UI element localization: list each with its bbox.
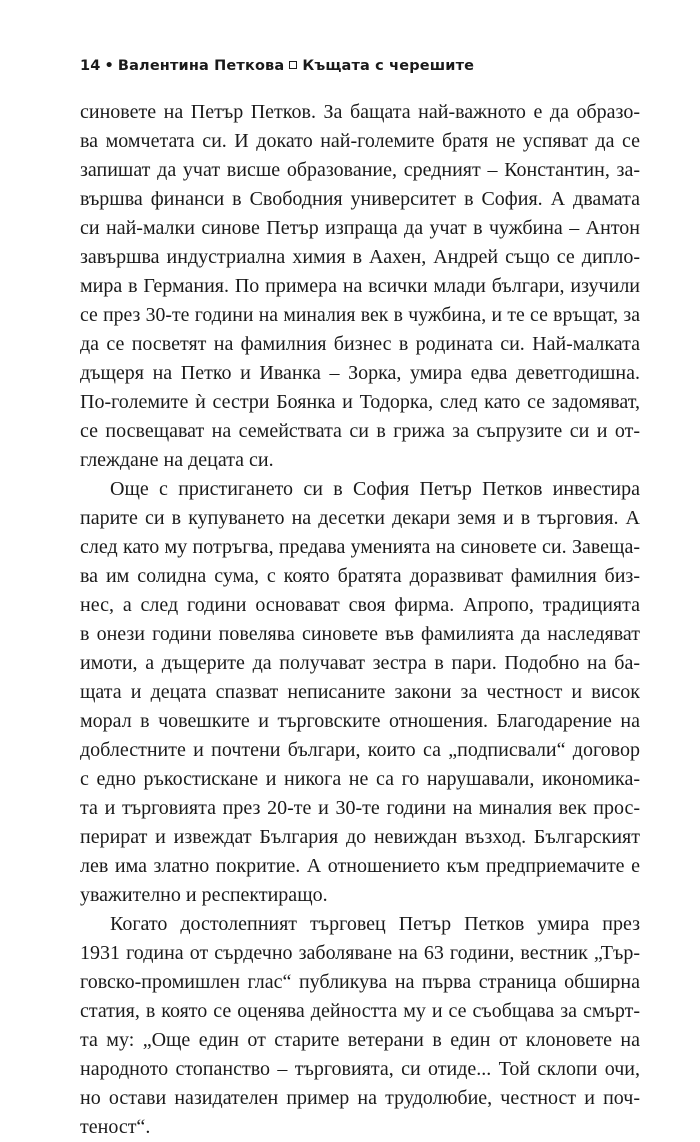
- text-line: с едно ръкостискане и никога не са го нарушавали, икономика-: [80, 768, 640, 790]
- text-line: нес, а след години основават своя фирма. Апропо, традицията: [80, 594, 640, 616]
- author-name: Валентина Петкова: [117, 58, 285, 74]
- text-line: вършва финанси в Свободния университет в София. А двамата: [80, 188, 640, 210]
- header-bullet: •: [104, 58, 114, 74]
- text-line: глеждане на децата си.: [80, 449, 274, 471]
- text-line: имоти, а дъщерите да получават зестра в пари. Подобно на ба-: [80, 652, 640, 674]
- text-line: щата и децата спазват неписаните закони за честност и висок: [80, 681, 640, 703]
- text-line: но остави назидателен пример на трудолюбие, честност и поч-: [80, 1087, 640, 1109]
- text-line: запишат да учат висше образование, средният – Константин, за-: [80, 159, 640, 181]
- text-line: Когато достолепният търговец Петър Петков умира през: [110, 913, 640, 935]
- body-text: [80, 98, 640, 1142]
- page-number: 14: [80, 58, 101, 74]
- text-line: се посвещават на семействата си в грижа за съпрузите си и от-: [80, 420, 640, 442]
- text-line: ва им солидна сума, с която братята доразвиват фамилния биз-: [80, 565, 640, 587]
- text-line: в онези години повелява синовете във фамилията да наследяват: [80, 623, 640, 645]
- text-line: ва момчетата си. И докато най-големите братя не успяват да се: [80, 130, 640, 152]
- text-line: народното стопанство – търговията, си отиде... Той склопи очи,: [80, 1058, 640, 1080]
- text-line: 1931 година от сърдечно заболяване на 63 години, вестник „Тър-: [80, 942, 640, 964]
- text-line: дъщеря на Петко и Иванка – Зорка, умира едва деветгодишна.: [80, 362, 640, 384]
- text-line: морал в човешките и търговските отношения. Благодарение на: [80, 710, 640, 732]
- text-line: мира в Германия. По примера на всички млади българи, изучили: [80, 275, 640, 297]
- text-line: синовете на Петър Петков. За бащата най-важното е да образо-: [80, 101, 640, 123]
- text-line: та и търговията през 20-те и 30-те години на миналия век прос-: [80, 797, 640, 819]
- running-header: [80, 58, 474, 74]
- text-line: По-големите ѝ сестри Боянка и Тодорка, след като се задомяват,: [80, 391, 640, 413]
- text-line: перират и извеждат България до невиждан възход. Българският: [80, 826, 640, 848]
- paragraph-2: [80, 475, 640, 910]
- text-line: след като му потръгва, предава уменията на синовете си. Завеща-: [80, 536, 640, 558]
- text-line: уважително и респектиращо.: [80, 884, 328, 906]
- text-line: доблестните и почтени българи, които са „подписвали“ договор: [80, 739, 640, 761]
- text-line: завършва индустриална химия в Аахен, Андрей също се дипло-: [80, 246, 640, 268]
- text-line: та му: „Още един от старите ветерани в един от клоновете на: [80, 1029, 640, 1051]
- text-line: лев има златно покритие. А отношението към предприемачите е: [80, 855, 640, 877]
- paragraph-1: [80, 98, 640, 475]
- text-line: Още с пристигането си в София Петър Петков инвестира: [110, 478, 640, 500]
- paragraph-3: [80, 910, 640, 1142]
- text-line: се през 30-те години на миналия век в чужбина, и те се връщат, за: [80, 304, 640, 326]
- square-separator-icon: [289, 61, 297, 69]
- book-title: Къщата с черешите: [302, 58, 475, 74]
- text-line: си най-малки синове Петър изпраща да учат в чужбина – Антон: [80, 217, 640, 239]
- text-line: статия, в която се оценява дейността му и се съобщава за смърт-: [80, 1000, 640, 1022]
- text-line: парите си в купуването на десетки декари земя и в търговия. А: [80, 507, 640, 529]
- text-line: да се посветят на фамилния бизнес в родината си. Най-малката: [80, 333, 640, 355]
- text-line: теност“.: [80, 1116, 151, 1138]
- text-line: говско-промишлен глас“ публикува на първа страница обширна: [80, 971, 640, 993]
